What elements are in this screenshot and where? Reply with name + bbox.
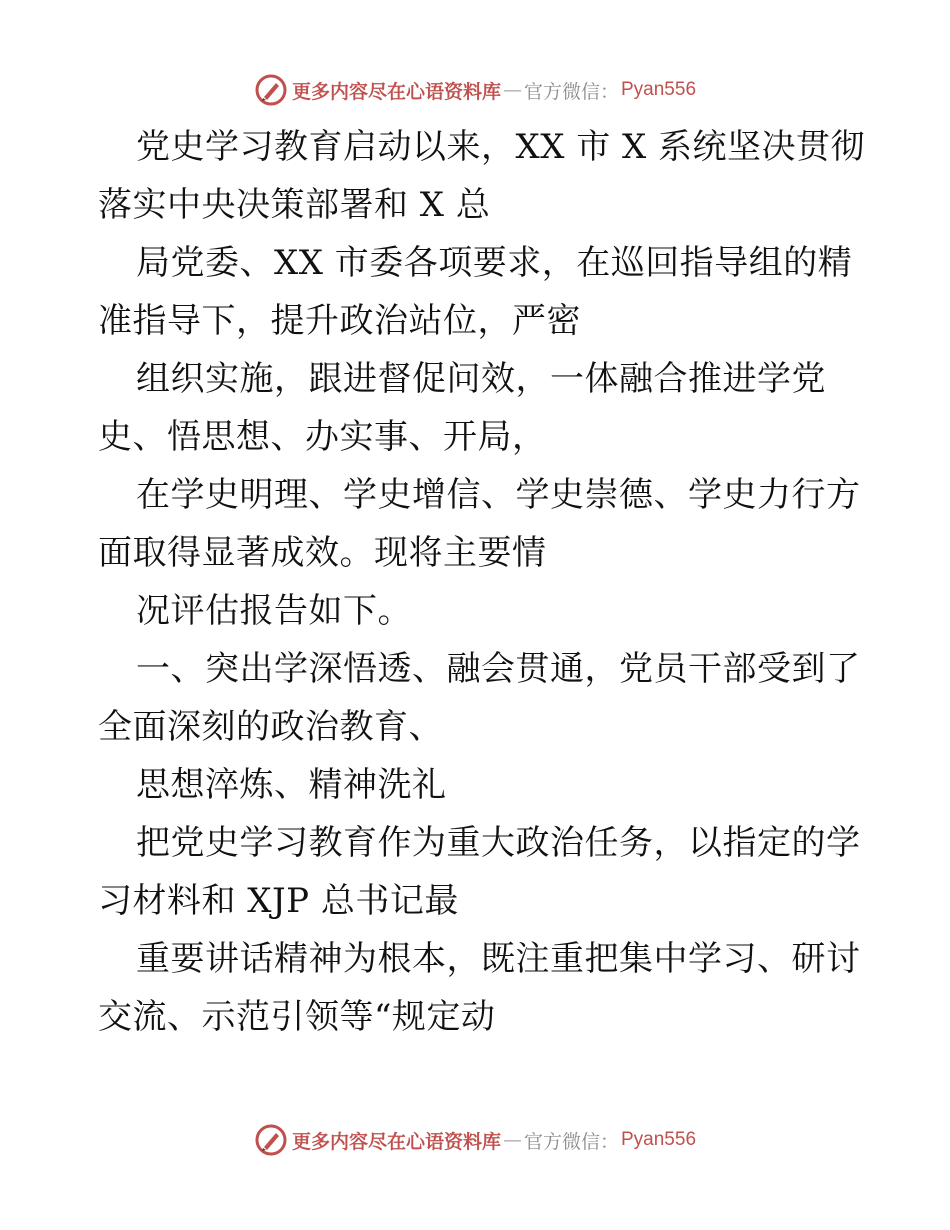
banner-sub-text: 官方微信： (523, 80, 619, 103)
text-line: 思想淬炼、精神洗礼 (136, 765, 447, 805)
text-line: 党史学习教育启动以来，XX 市 X 系统坚决贯彻 (136, 127, 866, 167)
text-line: 交流、示范引领等“规定动 (98, 997, 496, 1037)
pen-circle-logo-icon (254, 1123, 288, 1157)
banner-main-text: 更多内容尽在心语资料库 (291, 1130, 501, 1153)
text-line: 全面深刻的政治教育、 (98, 707, 443, 747)
header-banner (0, 70, 950, 110)
text-line: 在学史明理、学史增信、学史崇德、学史力行方 (136, 475, 861, 515)
text-line: 落实中央决策部署和 X 总 (98, 185, 491, 225)
text-line: 准指导下，提升政治站位，严密 (98, 301, 581, 341)
text-line: 面取得显著成效。现将主要情 (98, 533, 547, 573)
banner-separator: — (502, 79, 522, 101)
pen-circle-logo-icon (254, 73, 288, 107)
text-line: 况评估报告如下。 (136, 591, 412, 631)
banner-wechat-id: Pyan556 (621, 1129, 697, 1150)
text-line: 一、突出学深悟透、融会贯通，党员干部受到了 (136, 649, 861, 689)
text-line: 把党史学习教育作为重大政治任务，以指定的学 (136, 823, 861, 863)
text-line: 重要讲话精神为根本，既注重把集中学习、研讨 (136, 939, 861, 979)
banner-sub-text: 官方微信： (523, 1130, 619, 1153)
document-body (98, 118, 866, 1046)
banner-wechat-id: Pyan556 (621, 79, 697, 100)
banner-main-text: 更多内容尽在心语资料库 (291, 80, 501, 103)
text-line: 组织实施，跟进督促问效，一体融合推进学党 (136, 359, 826, 399)
banner-separator: — (502, 1129, 522, 1151)
text-line: 习材料和 XJP 总书记最 (98, 881, 459, 921)
footer-banner (0, 1120, 950, 1160)
text-line: 局党委、XX 市委各项要求，在巡回指导组的精 (136, 243, 853, 283)
text-line: 史、悟思想、办实事、开局， (98, 417, 547, 457)
